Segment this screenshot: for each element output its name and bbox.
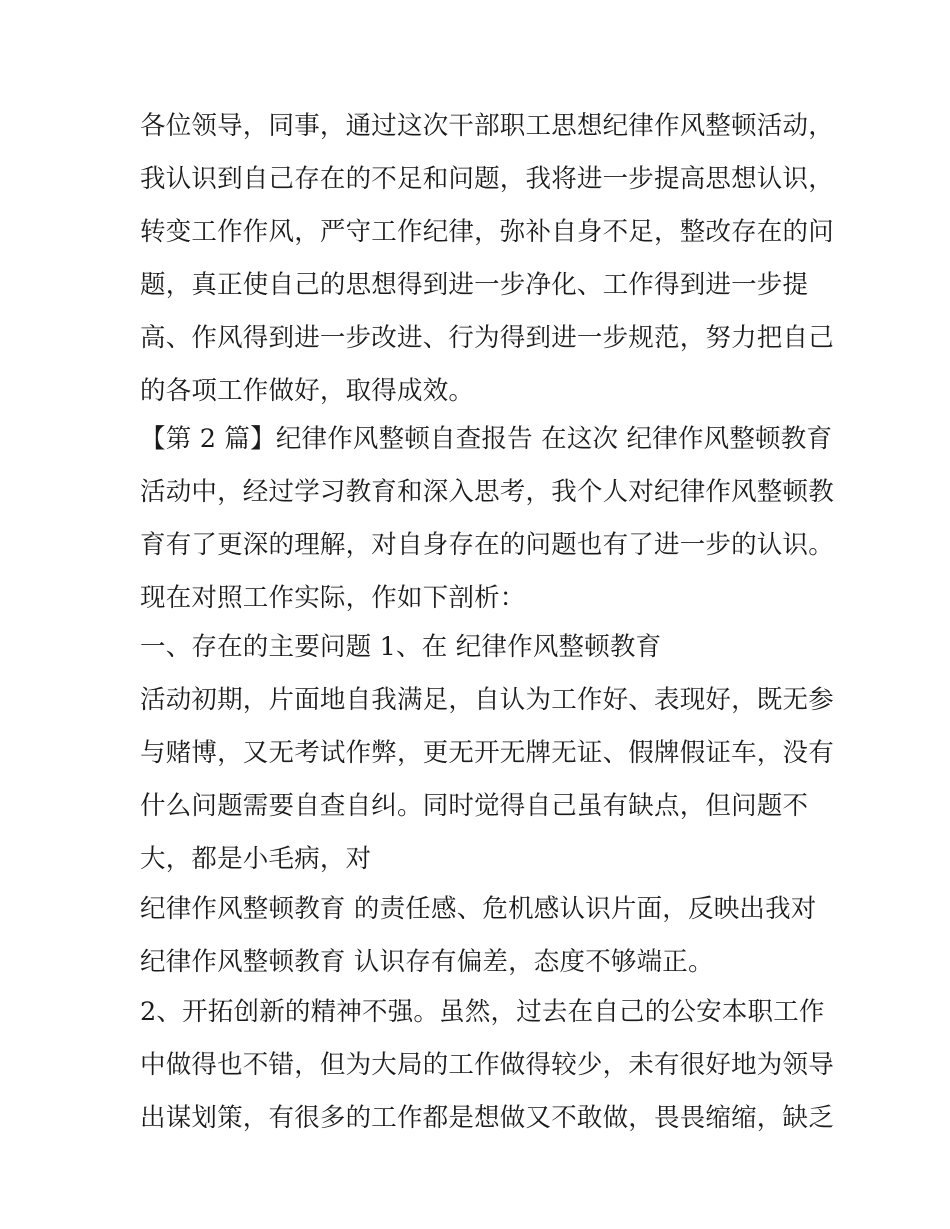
text-line: 什么问题需要自查自纠。同时觉得自己虽有缺点，但问题不 xyxy=(140,791,809,821)
text-line: 的各项工作做好，取得成效。 xyxy=(140,376,475,406)
text-line: 各位领导，同事，通过这次干部职工思想纪律作风整顿活动， xyxy=(140,111,834,141)
text-line: 我认识到自己存在的不足和问题，我将进一步提高思想认识， xyxy=(140,164,834,194)
text-line: 出谋划策，有很多的工作都是想做又不敢做，畏畏缩缩，缺乏 xyxy=(140,1103,834,1133)
text-line: 一、存在的主要问题 1、在 纪律作风整顿教育 xyxy=(140,632,662,662)
text-line: 活动初期，片面地自我满足，自认为工作好、表现好，既无参 xyxy=(140,685,834,715)
text-line: 大，都是小毛病，对 xyxy=(140,844,372,874)
text-line: 纪律作风整顿教育 的责任感、危机感认识片面，反映出我对 xyxy=(140,894,817,924)
text-line: 转变工作作风，严守工作纪律，弥补自身不足，整改存在的问 xyxy=(140,217,834,247)
text-line: 2、开拓创新的精神不强。虽然，过去在自己的公安本职工作 xyxy=(140,997,825,1027)
text-line: 与赌博，又无考试作弊，更无开无牌无证、假牌假证车，没有 xyxy=(140,738,834,768)
text-line: 活动中，经过学习教育和深入思考，我个人对纪律作风整顿教 xyxy=(140,477,834,507)
text-line: 纪律作风整顿教育 认识存有偏差，态度不够端正。 xyxy=(140,947,714,977)
text-line: 现在对照工作实际，作如下剖析： xyxy=(140,583,526,613)
text-line: 育有了更深的理解，对自身存在的问题也有了进一步的认识。 xyxy=(140,530,834,560)
text-line: 【第 2 篇】纪律作风整顿自查报告 在这次 纪律作风整顿教育 xyxy=(140,424,833,454)
text-line: 高、作风得到进一步改进、行为得到进一步规范，努力把自己 xyxy=(140,323,834,353)
text-line: 中做得也不错，但为大局的工作做得较少，未有很好地为领导 xyxy=(140,1050,834,1080)
text-line: 题，真正使自己的思想得到进一步净化、工作得到进一步提 xyxy=(140,270,809,300)
